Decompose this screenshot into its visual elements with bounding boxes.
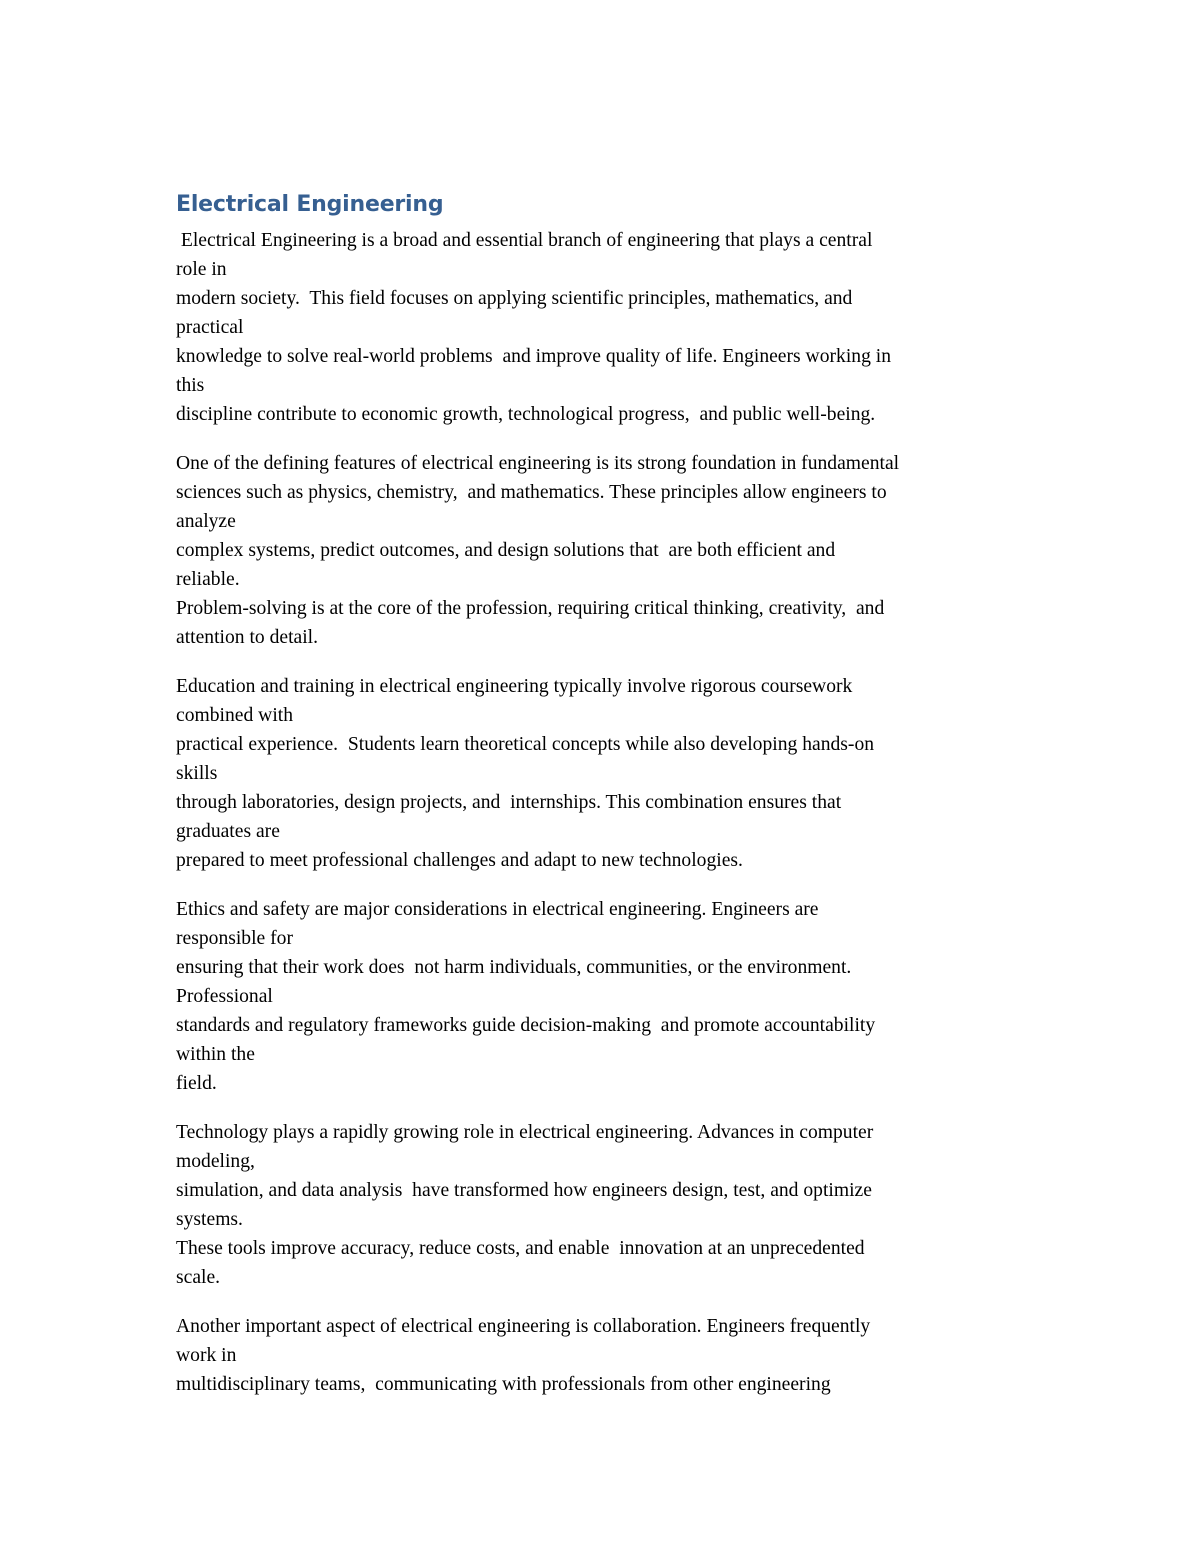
text-line: standards and regulatory frameworks guide decision-making and promote accountability: [176, 1015, 876, 1036]
text-line: modeling,: [176, 1151, 255, 1172]
document-body: [176, 190, 1036, 1419]
text-line: analyze: [176, 511, 236, 532]
text-line: practical experience. Students learn theoretical concepts while also developing hands-on: [176, 734, 875, 755]
text-line: graduates are: [176, 821, 280, 842]
text-line: knowledge to solve real-world problems and improve quality of life. Engineers working in: [176, 346, 891, 367]
text-line: combined with: [176, 705, 293, 726]
text-line: One of the defining features of electrical engineering is its strong foundation in fundamental: [176, 453, 900, 474]
text-line: Professional: [176, 986, 273, 1007]
text-line: sciences such as physics, chemistry, and mathematics. These principles allow engineers to: [176, 482, 887, 503]
text-line: role in: [176, 259, 227, 280]
text-line: complex systems, predict outcomes, and design solutions that are both efficient and: [176, 540, 836, 561]
paragraph-foundations: [176, 449, 1036, 652]
text-line: this: [176, 375, 205, 396]
text-line: These tools improve accuracy, reduce costs, and enable innovation at an unprecedented: [176, 1238, 865, 1259]
text-line: Another important aspect of electrical engineering is collaboration. Engineers frequently: [176, 1316, 871, 1337]
text-line: Technology plays a rapidly growing role in electrical engineering. Advances in computer: [176, 1122, 874, 1143]
text-line: through laboratories, design projects, and internships. This combination ensures that: [176, 792, 842, 813]
text-line: ensuring that their work does not harm individuals, communities, or the environment.: [176, 957, 852, 978]
text-line: discipline contribute to economic growth, technological progress, and public well-being.: [176, 404, 876, 425]
paragraph-education: [176, 672, 1036, 875]
text-line: work in: [176, 1345, 237, 1366]
text-line: simulation, and data analysis have transformed how engineers design, test, and optimize: [176, 1180, 872, 1201]
paragraph-technology: [176, 1118, 1036, 1292]
text-line: Problem-solving is at the core of the profession, requiring critical thinking, creativity, and: [176, 598, 885, 619]
text-line: modern society. This field focuses on applying scientific principles, mathematics, and: [176, 288, 853, 309]
text-line: skills: [176, 763, 218, 784]
text-line: Electrical Engineering is a broad and essential branch of engineering that plays a central: [176, 230, 873, 251]
text-line: Ethics and safety are major considerations in electrical engineering. Engineers are: [176, 899, 819, 920]
text-line: field.: [176, 1073, 217, 1094]
document-title: Electrical Engineering: [176, 192, 444, 217]
text-line: systems.: [176, 1209, 243, 1230]
text-line: Education and training in electrical engineering typically involve rigorous coursework: [176, 676, 853, 697]
text-line: prepared to meet professional challenges and adapt to new technologies.: [176, 850, 743, 871]
paragraph-intro: [176, 226, 1036, 429]
text-line: practical: [176, 317, 244, 338]
paragraph-collaboration: [176, 1312, 1036, 1399]
paragraph-ethics: [176, 895, 1036, 1098]
text-line: scale.: [176, 1267, 221, 1288]
text-line: reliable.: [176, 569, 240, 590]
text-line: multidisciplinary teams, communicating with professionals from other engineering: [176, 1374, 831, 1395]
text-line: within the: [176, 1044, 255, 1065]
text-line: attention to detail.: [176, 627, 319, 648]
text-line: responsible for: [176, 928, 293, 949]
